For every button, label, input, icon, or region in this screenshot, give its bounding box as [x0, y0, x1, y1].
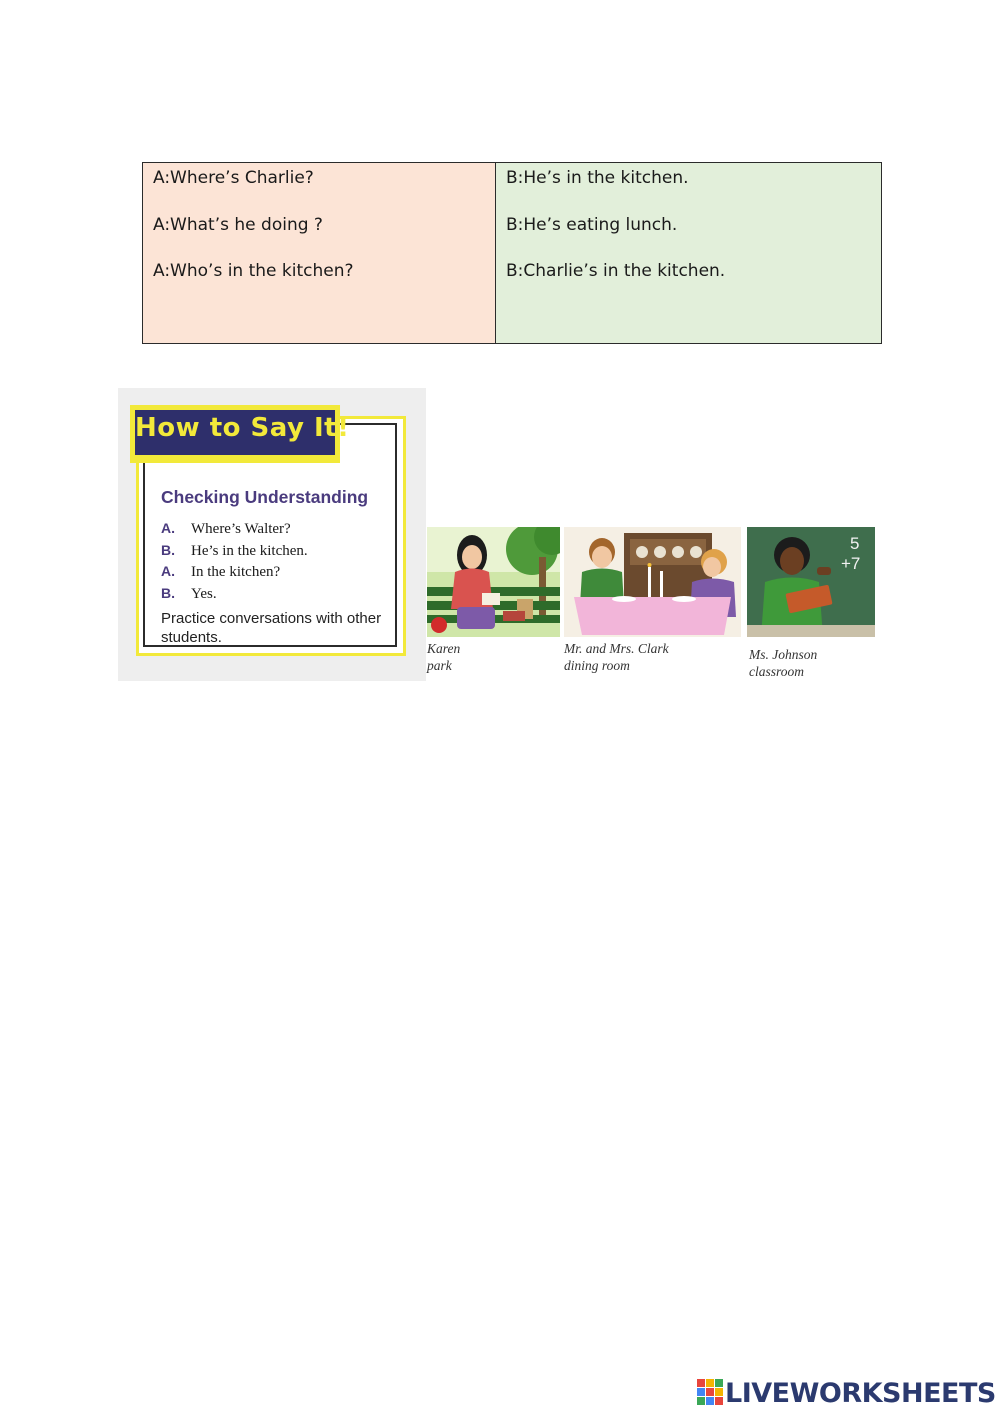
conversation-line	[161, 540, 395, 562]
caption-name: Karen	[427, 641, 461, 656]
speaker-a-line: A:Who’s in the kitchen?	[153, 261, 354, 281]
banner-title: How to Say It!	[135, 413, 350, 443]
conversation-line	[161, 518, 395, 540]
conversation-speaker: B.	[161, 584, 175, 601]
caption-place: classroom	[749, 664, 805, 679]
practice-instruction: Practice conversations with other students.	[161, 610, 382, 646]
conversation-text: He’s in the kitchen.	[191, 542, 308, 559]
box-heading: Checking Understanding	[161, 487, 369, 507]
caption-karen	[427, 640, 460, 674]
picture-karen-park	[427, 527, 560, 637]
conversation-speaker: A.	[161, 563, 175, 579]
speaker-b-line: B:He’s eating lunch.	[506, 214, 678, 235]
caption-place: park	[427, 658, 452, 673]
conversation-text: Yes.	[191, 585, 217, 602]
speaker-b-line: B:He’s in the kitchen.	[506, 168, 689, 188]
speaker-a-column	[143, 163, 496, 343]
couple-dinner-illustration	[564, 527, 741, 637]
speaker-b-column	[496, 163, 881, 343]
teacher-chalkboard-illustration	[747, 527, 875, 637]
picture-johnson-classroom	[747, 527, 875, 637]
conversation-text: Where’s Walter?	[191, 521, 291, 537]
conversation-line	[161, 561, 395, 583]
conversation-text: In the kitchen?	[191, 564, 281, 580]
caption-name: Ms. Johnson	[749, 647, 818, 662]
logo-text: LIVEWORKSHEETS	[725, 1377, 996, 1409]
conversation-speaker: B.	[161, 541, 175, 558]
liveworksheets-logo-icon	[697, 1379, 723, 1407]
board-number: 5	[850, 534, 860, 553]
textbook-clipping	[118, 388, 875, 681]
caption-name: Mr. and Mrs. Clark	[564, 641, 669, 656]
caption-johnson	[749, 646, 817, 680]
speaker-a-line: A:What’s he doing ?	[153, 214, 323, 235]
speaker-b-line: B:Charlie’s in the kitchen.	[506, 261, 726, 281]
speaker-a-line: A:Where’s Charlie?	[153, 168, 314, 188]
board-number: +7	[841, 554, 861, 573]
conversation-speaker: A.	[161, 520, 175, 536]
caption-place: dining room	[564, 658, 630, 673]
picture-clark-dining-room	[564, 527, 741, 637]
conversation-line	[161, 583, 395, 605]
caption-clark	[564, 640, 669, 674]
dialogue-table	[142, 162, 882, 344]
girl-eating-lunch-illustration	[427, 527, 560, 637]
how-to-say-it-banner	[130, 405, 350, 463]
liveworksheets-logo	[697, 1377, 996, 1409]
